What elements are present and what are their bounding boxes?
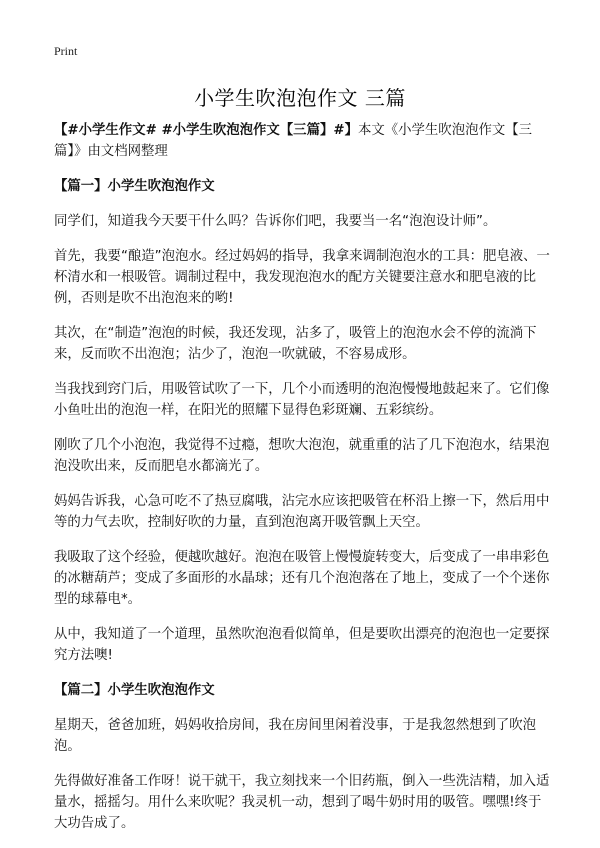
paragraph: 妈妈告诉我，心急可吃不了热豆腐哦，沾完水应该把吸管在杯沿上擦一下，然后用中等的力气去吹，控制好吹的力量，直到泡泡离开吸管飘上天空。 — [54, 494, 550, 530]
paragraph: 其次，在“制造”泡泡的时候，我还发现，沾多了，吸管上的泡泡水会不停的流淌下来，反而吹不出泡泡；沾少了，泡泡一吹就破，不容易成形。 — [54, 326, 537, 362]
intro-paragraph — [54, 120, 552, 162]
paragraph: 先得做好准备工作呀！说干就干，我立刻找来一个旧药瓶，倒入一些洗洁精，加入适量水，摇摇匀。用什么来吹呢？我灵机一动，想到了喝牛奶时用的吸管。嘿嘿!终于大功告成了。 — [54, 774, 550, 831]
print-label: Print — [54, 44, 78, 58]
paragraph: 我吸取了这个经验，便越吹越好。泡泡在吸管上慢慢旋转变大，后变成了一串串彩色的冰糖葫芦；变成了多面形的水晶球；还有几个泡泡落在了地上，变成了一个个迷你型的球幕电*。 — [54, 550, 550, 607]
document-title: 小学生吹泡泡作文 三篇 — [194, 86, 406, 110]
document-body — [54, 120, 552, 848]
intro-text: 本文《小学生吹泡泡作文【三篇】》由文档网整理 — [54, 123, 533, 159]
paragraph: 星期天，爸爸加班，妈妈收拾房间，我在房间里闲着没事，于是我忽然想到了吹泡泡。 — [54, 718, 537, 754]
section-heading-2: 【篇二】小学生吹泡泡作文 — [54, 683, 215, 698]
paragraph: 刚吹了几个小泡泡，我觉得不过瘾，想吹大泡泡，就重重的沾了几下泡泡水，结果泡泡没吹出来，反而肥皂水都滴光了。 — [54, 438, 550, 474]
paragraph: 从中，我知道了一个道理，虽然吹泡泡看似简单，但是要吹出漂亮的泡泡也一定要探究方法噢! — [54, 627, 550, 663]
paragraph: 当我找到窍门后，用吸管试吹了一下，几个小而透明的泡泡慢慢地鼓起来了。它们像小鱼吐出的泡泡一样，在阳光的照耀下显得色彩斑斓、五彩缤纷。 — [54, 382, 550, 418]
paragraph: 首先，我要“酿造”泡泡水。经过妈妈的指导，我拿来调制泡泡水的工具：肥皂液、一杯清水和一根吸管。调制过程中，我发现泡泡水的配方关键要注意水和肥皂液的比例，否则是吹不出泡泡来的哟! — [54, 249, 550, 306]
section-heading-1: 【篇一】小学生吹泡泡作文 — [54, 179, 215, 194]
intro-tags: 【#小学生作文# #小学生吹泡泡作文【三篇】#】 — [54, 123, 358, 138]
paragraph: 同学们，知道我今天要干什么吗？告诉你们吧，我要当一名“泡泡设计师”。 — [54, 214, 497, 229]
